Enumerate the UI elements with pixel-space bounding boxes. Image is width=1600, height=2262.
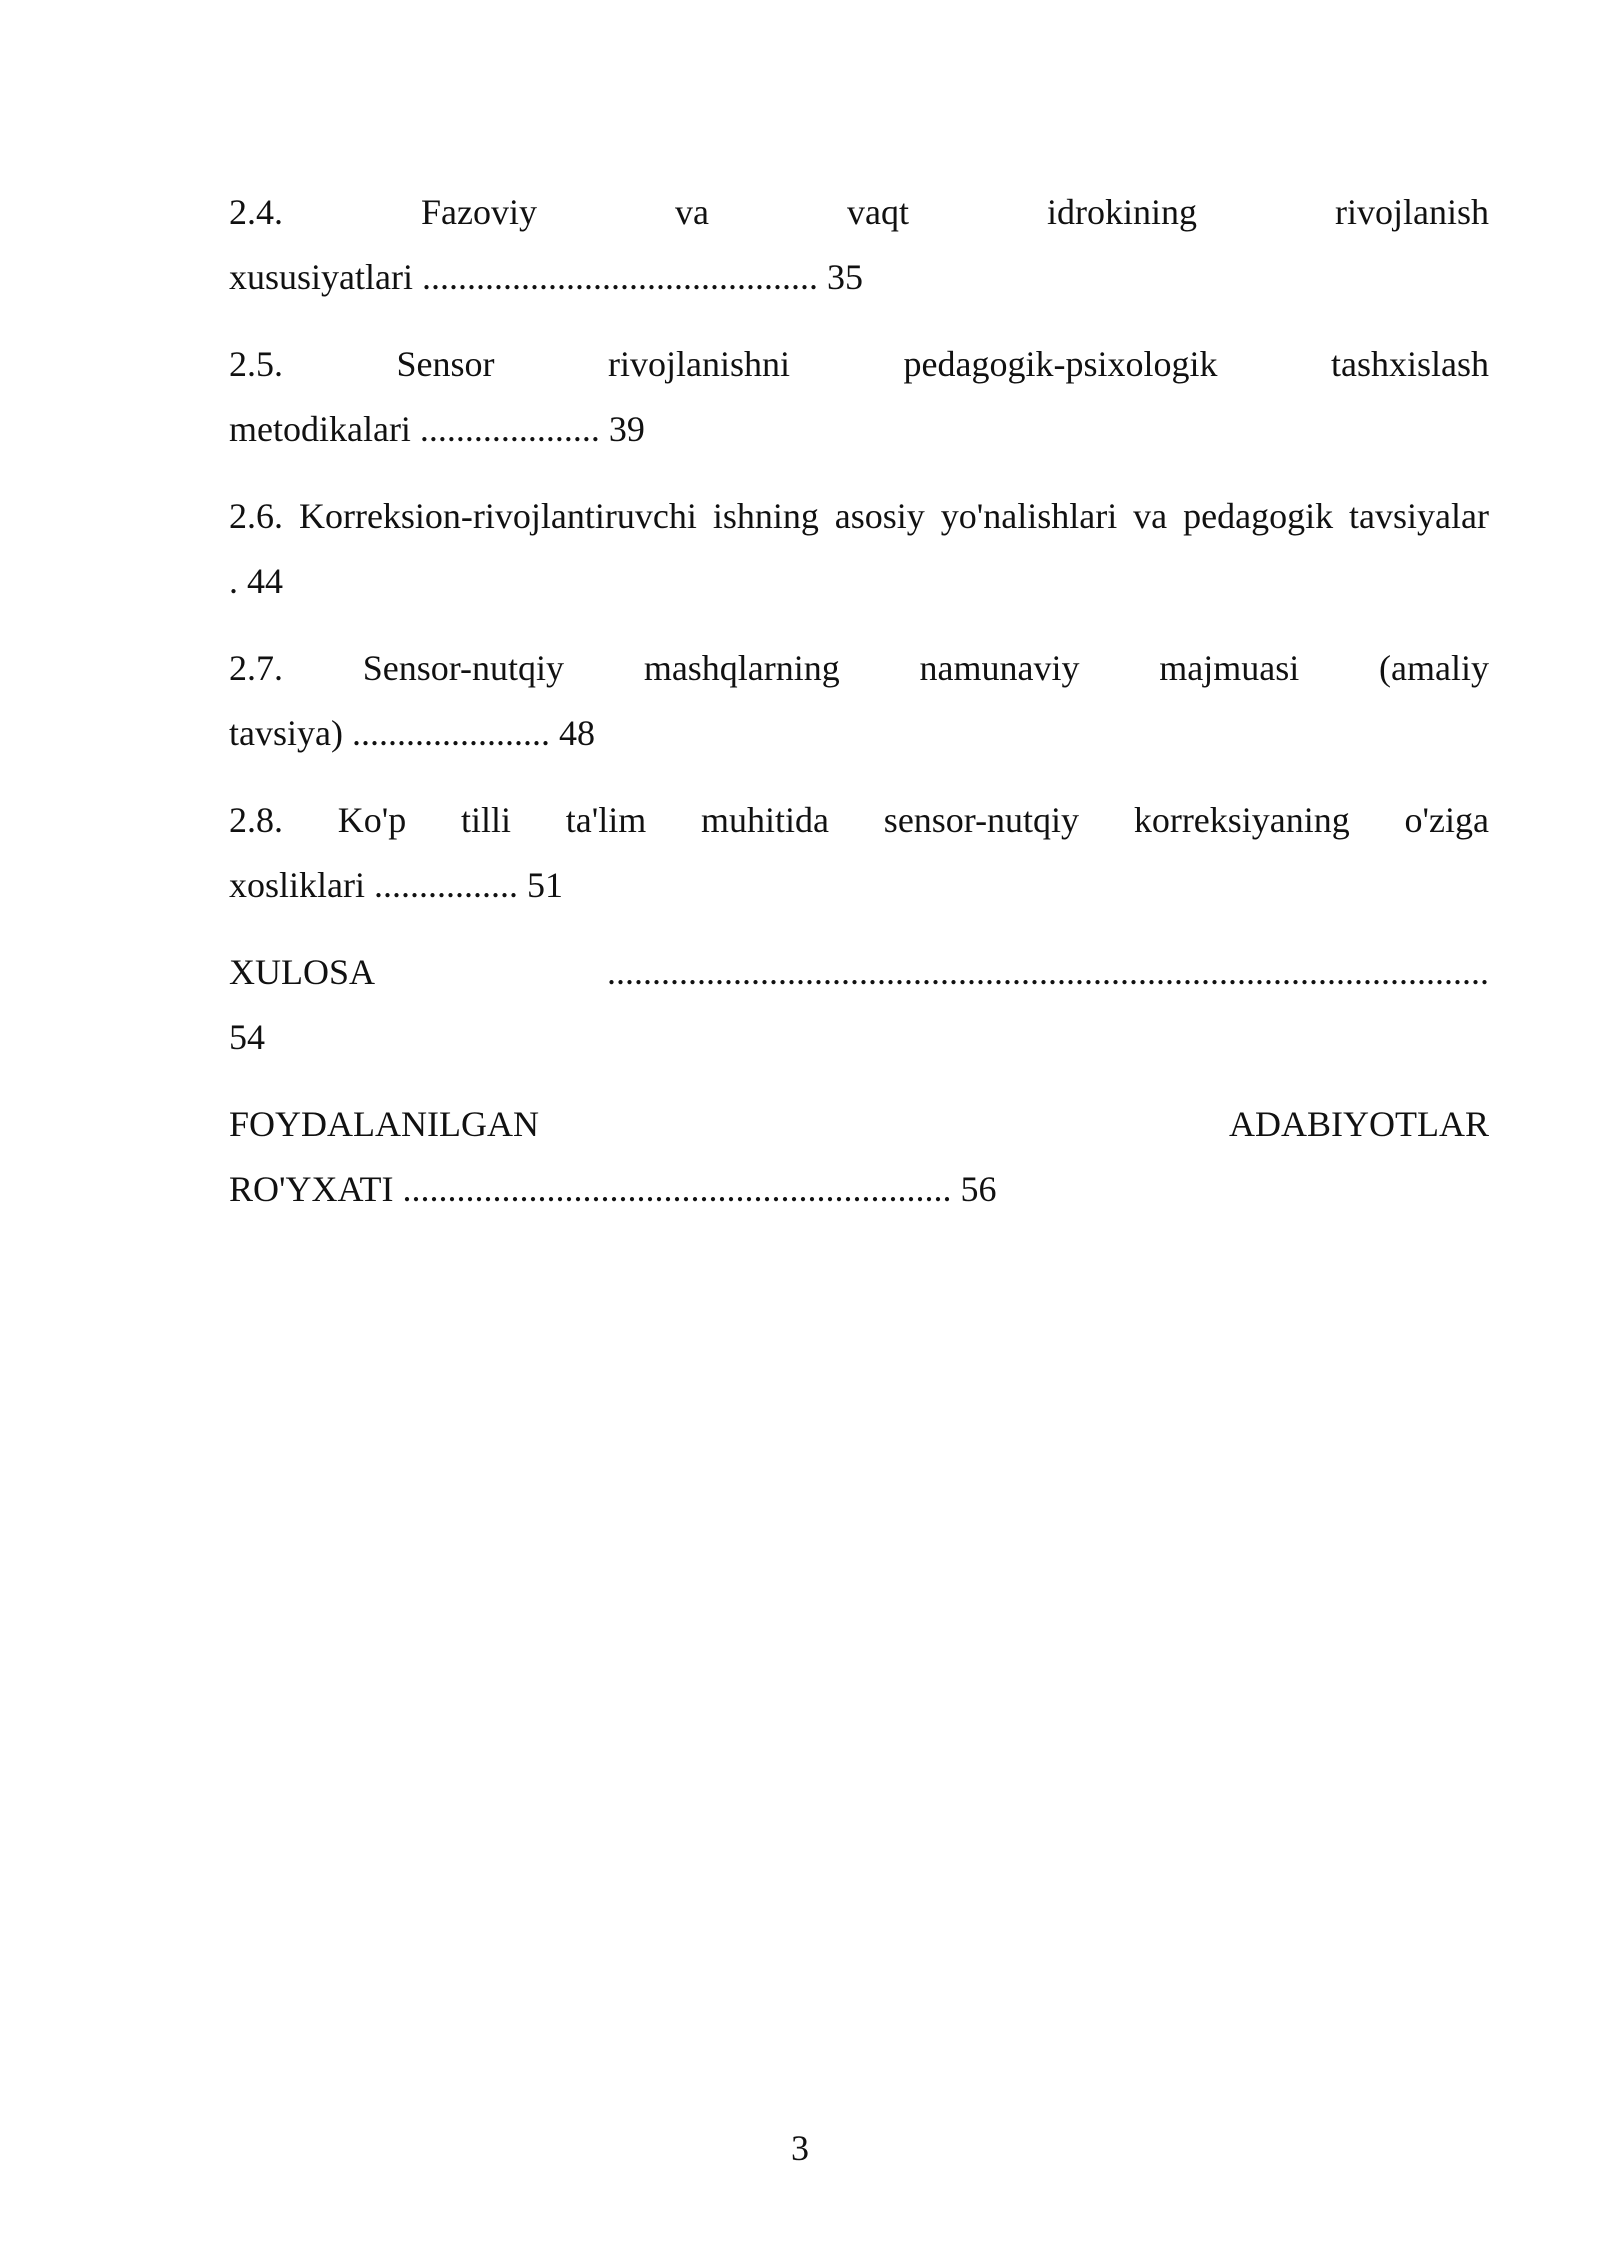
toc-entry-title: 2.7. Sensor-nutqiy mashqlarning namunaviy majmuasi (amaliy — [229, 648, 1489, 688]
page-number: 3 — [791, 2128, 809, 2168]
toc-entry-continuation: xususiyatlari ............................................ 35 — [229, 257, 863, 297]
toc-entry-continuation: . 44 — [229, 561, 283, 601]
toc-entry-title: 2.5. Sensor rivojlanishni pedagogik-psixologik tashxislash — [229, 344, 1489, 384]
toc-entry-2-4 — [229, 180, 1489, 310]
toc-entry-2-8 — [229, 788, 1489, 918]
toc-entry-xulosa — [229, 940, 1489, 1070]
toc-entry-title: XULOSA .................................................................................................. — [229, 952, 1489, 992]
toc-entry-2-7 — [229, 636, 1489, 766]
toc-entry-title: 2.4. Fazoviy va vaqt idrokining rivojlanish — [229, 192, 1489, 232]
toc-entry-continuation: metodikalari .................... 39 — [229, 409, 645, 449]
toc-entry-2-6 — [229, 484, 1489, 614]
toc-entry-continuation: RO'YXATI ............................................................. 56 — [229, 1169, 997, 1209]
table-of-contents — [229, 180, 1489, 1244]
toc-entry-title: FOYDALANILGAN ADABIYOTLAR — [229, 1104, 1489, 1144]
toc-entry-2-5 — [229, 332, 1489, 462]
toc-entry-continuation: 54 — [229, 1017, 265, 1057]
toc-entry-continuation: xosliklari ................ 51 — [229, 865, 563, 905]
toc-entry-adabiyotlar — [229, 1092, 1489, 1222]
toc-entry-title: 2.6. Korreksion-rivojlantiruvchi ishning asosiy yo'nalishlari va pedagogik tavsiyalar — [229, 496, 1489, 536]
toc-entry-title: 2.8. Ko'p tilli ta'lim muhitida sensor-nutqiy korreksiyaning o'ziga — [229, 800, 1489, 840]
toc-entry-continuation: tavsiya) ...................... 48 — [229, 713, 595, 753]
